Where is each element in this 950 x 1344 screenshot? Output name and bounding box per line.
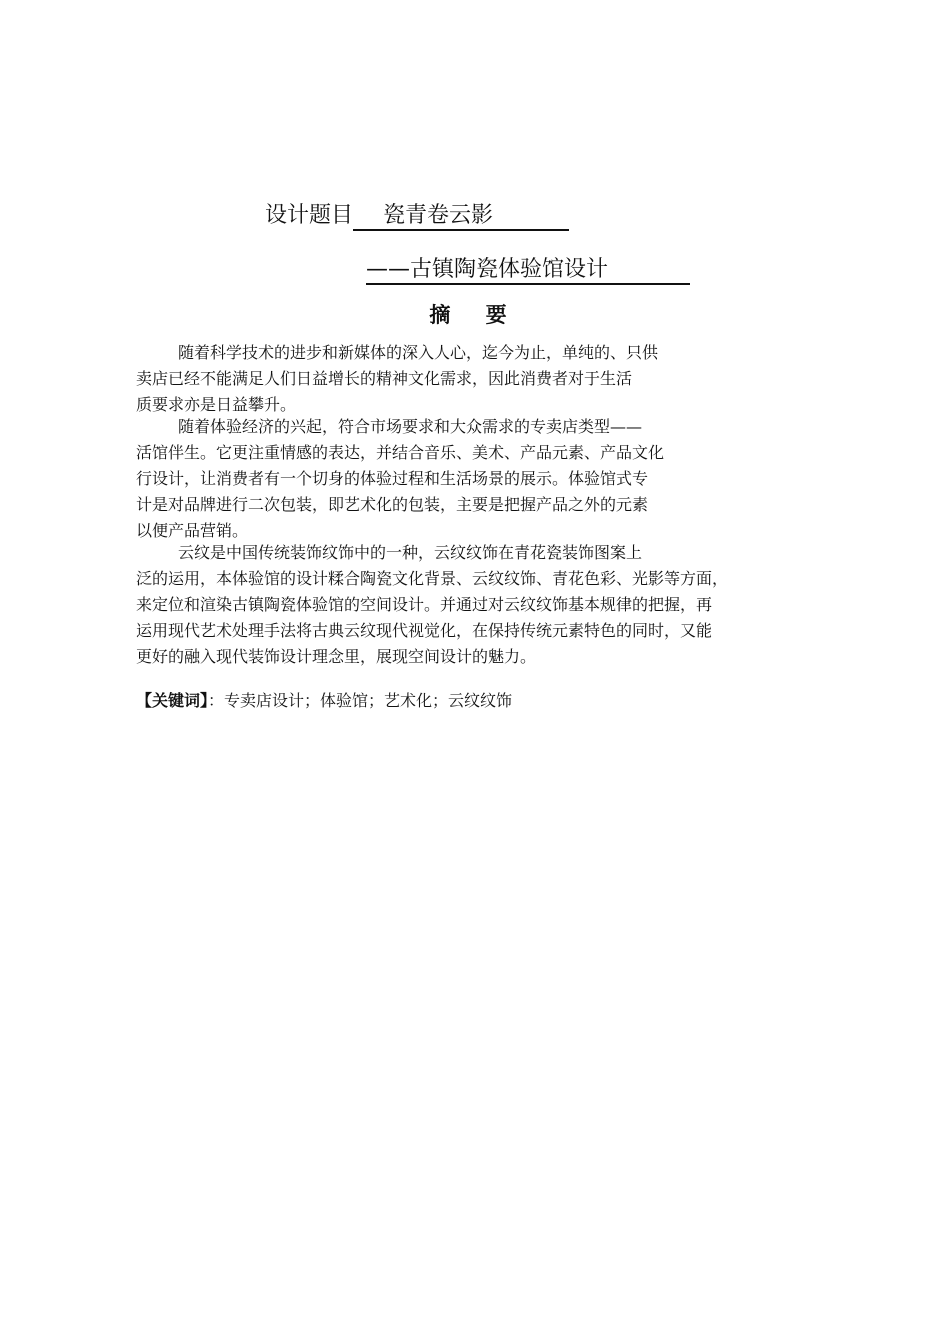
design-subtitle: ——古镇陶瓷体验馆设计 [366,257,690,285]
design-title-label: 设计题目 [265,203,354,228]
design-title-main: 瓷青卷云影 [353,203,569,231]
paragraph-line: 质要求亦是日益攀升。 [136,395,297,414]
paragraph-line: 泛的运用，本体验馆的设计糅合陶瓷文化背景、云纹纹饰、青花色彩、光影等方面， [136,569,729,588]
paragraph-line: 随着科学技术的进步和新媒体的深入人心，迄今为止，单纯的、只供 [178,343,659,362]
abstract-heading: 摘 要 [429,303,521,327]
paragraph-line: 以便产品营销。 [136,521,249,540]
keywords-label: 【关键词】 [136,691,209,710]
paragraph-line: 卖店已经不能满足人们日益增长的精神文化需求，因此消费者对于生活 [136,369,633,388]
design-subtitle-line [366,255,690,285]
paragraph-line: 活馆伴生。它更注重情感的表达，并结合音乐、美术、产品元素、产品文化 [136,443,665,462]
paragraph-line: 随着体验经济的兴起，符合市场要求和大众需求的专卖店类型—— [178,417,643,436]
paragraph-line: 计是对品牌进行二次包装，即艺术化的包装，主要是把握产品之外的元素 [136,495,649,514]
abstract-paragraph-3 [136,540,826,670]
paragraph-line: 运用现代艺术处理手法将古典云纹现代视觉化，在保持传统元素特色的同时，又能 [136,621,713,640]
abstract-paragraph-1 [136,340,730,418]
paragraph-line: 更好的融入现代装饰设计理念里，展现空间设计的魅力。 [136,647,537,666]
design-title-line [265,201,569,231]
keywords-text: ：专卖店设计；体验馆；艺术化；云纹纹饰 [208,691,513,710]
paragraph-line: 来定位和渲染古镇陶瓷体验馆的空间设计。并通过对云纹纹饰基本规律的把握，再 [136,595,713,614]
abstract-paragraph-2 [136,414,730,544]
paragraph-line: 行设计，让消费者有一个切身的体验过程和生活场景的展示。体验馆式专 [136,469,649,488]
keywords-line [136,688,512,714]
paragraph-line: 云纹是中国传统装饰纹饰中的一种，云纹纹饰在青花瓷装饰图案上 [178,543,643,562]
